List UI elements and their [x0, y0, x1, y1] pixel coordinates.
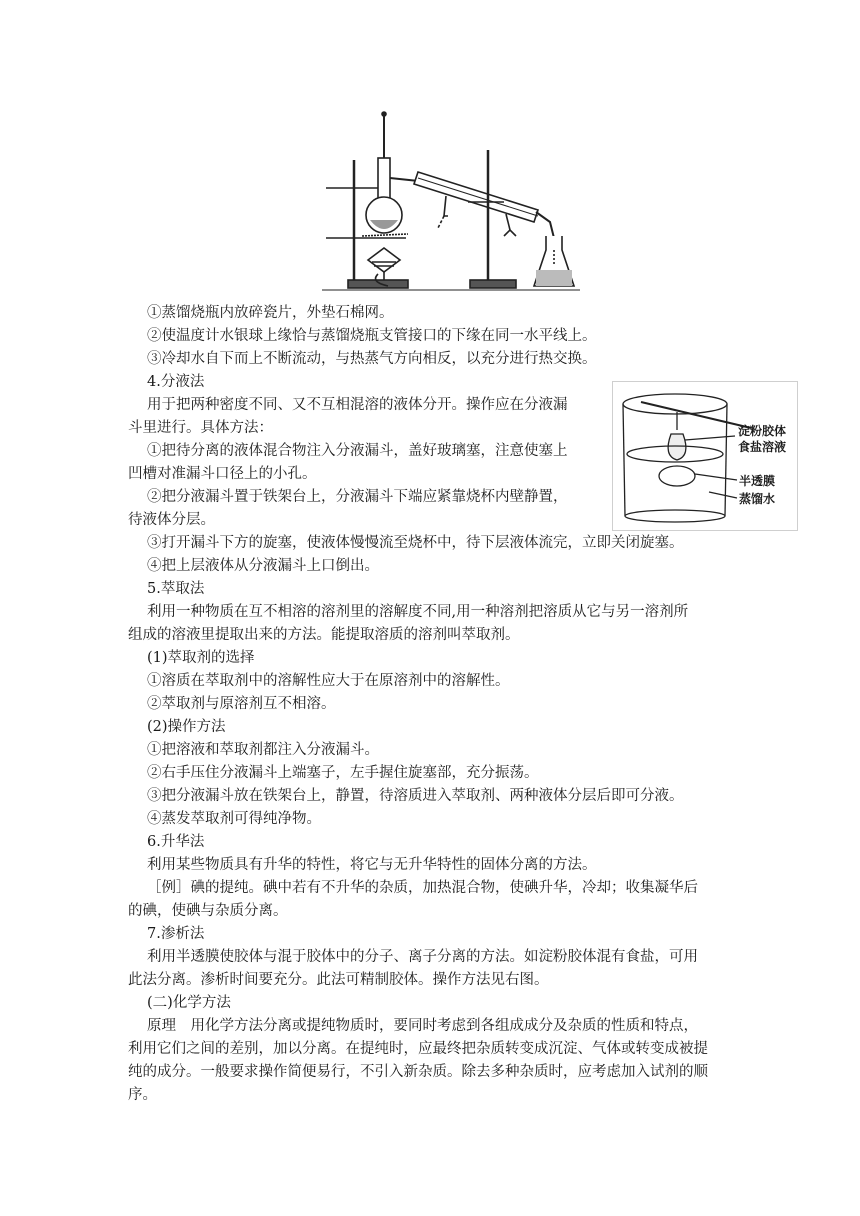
text-line: ①把溶液和萃取剂都注入分液漏斗。: [147, 742, 379, 758]
text-line: 6.升华法: [147, 834, 205, 850]
text-line: ［例］碘的提纯。碘中若有不升华的杂质，加热混合物，使碘升华，冷却；收集凝华后: [147, 880, 698, 896]
text-line: ②萃取剂与原溶剂互不相溶。: [147, 696, 336, 712]
text-line: 序。: [128, 1087, 157, 1103]
text-line: ③把分液漏斗放在铁架台上，静置，待溶质进入萃取剂、两种液体分层后即可分液。: [147, 788, 684, 804]
text-line: 的碘，使碘与杂质分离。: [128, 903, 288, 919]
text-line: 待液体分层。: [128, 512, 215, 528]
text-line: 利用它们之间的差别，加以分离。在提纯时，应最终把杂质转变成沉淀、气体或转变成被提: [128, 1041, 708, 1057]
text-line: 组成的溶液里提取出来的方法。能提取溶质的溶剂叫萃取剂。: [128, 627, 520, 643]
text-line: ②把分液漏斗置于铁架台上，分液漏斗下端应紧靠烧杯内壁静置，: [147, 489, 568, 505]
text-line: (二)化学方法: [147, 995, 231, 1011]
text-line: 此法分离。渗析时间要充分。此法可精制胶体。操作方法见右图。: [128, 972, 549, 988]
label-starch-colloid: 淀粉胶体: [738, 424, 787, 438]
text-line: ①溶质在萃取剂中的溶解性应大于在原溶剂中的溶解性。: [147, 673, 510, 689]
text-line: 斗里进行。具体方法：: [128, 420, 273, 436]
body-text: [128, 302, 734, 1107]
text-line: 凹槽对准漏斗口径上的小孔。: [128, 466, 317, 482]
distillation-apparatus-figure: [318, 110, 580, 302]
text-line: ①蒸馏烧瓶内放碎瓷片，外垫石棉网。: [147, 305, 394, 321]
text-line: 利用某些物质具有升华的特性，将它与无升华特性的固体分离的方法。: [147, 857, 597, 873]
text-line: 纯的成分。一般要求操作简便易行，不引入新杂质。除去多种杂质时，应考虑加入试剂的顺: [128, 1064, 708, 1080]
text-line: ①把待分离的液体混合物注入分液漏斗，盖好玻璃塞，注意使塞上: [147, 443, 568, 459]
text-line: 利用一种物质在互不相溶的溶剂里的溶解度不同,用一种溶剂把溶质从它与另一溶剂所: [147, 604, 689, 620]
text-line: 利用半透膜使胶体与混于胶体中的分子、离子分离的方法。如淀粉胶体混有食盐，可用: [147, 949, 698, 965]
text-line: 5.萃取法: [147, 581, 205, 597]
text-line: 4.分液法: [147, 374, 205, 390]
text-line: ④蒸发萃取剂可得纯净物。: [147, 811, 321, 827]
text-line: 用于把两种密度不同、又不互相混溶的液体分开。操作应在分液漏: [147, 397, 568, 413]
text-line: 7.渗析法: [147, 926, 205, 942]
label-salt-solution: 食盐溶液: [738, 440, 787, 454]
text-line: 原理 用化学方法分离或提纯物质时，要同时考虑到各组成成分及杂质的性质和特点，: [147, 1018, 698, 1034]
text-line: (2)操作方法: [147, 719, 226, 735]
text-line: ④把上层液体从分液漏斗上口倒出。: [147, 558, 379, 574]
text-line: ③打开漏斗下方的旋塞，使液体慢慢流至烧杯中，待下层液体流完，立即关闭旋塞。: [147, 535, 684, 551]
text-line: ③冷却水自下而上不断流动，与热蒸气方向相反，以充分进行热交换。: [147, 351, 597, 367]
label-semipermeable-membrane: 半透膜: [739, 474, 776, 488]
text-line: (1)萃取剂的选择: [147, 650, 255, 666]
text-line: ②使温度计水银球上缘恰与蒸馏烧瓶支管接口的下缘在同一水平线上。: [147, 328, 597, 344]
text-line: ②右手压住分液漏斗上端塞子，左手握住旋塞部，充分振荡。: [147, 765, 539, 781]
label-distilled-water: 蒸馏水: [739, 492, 776, 506]
